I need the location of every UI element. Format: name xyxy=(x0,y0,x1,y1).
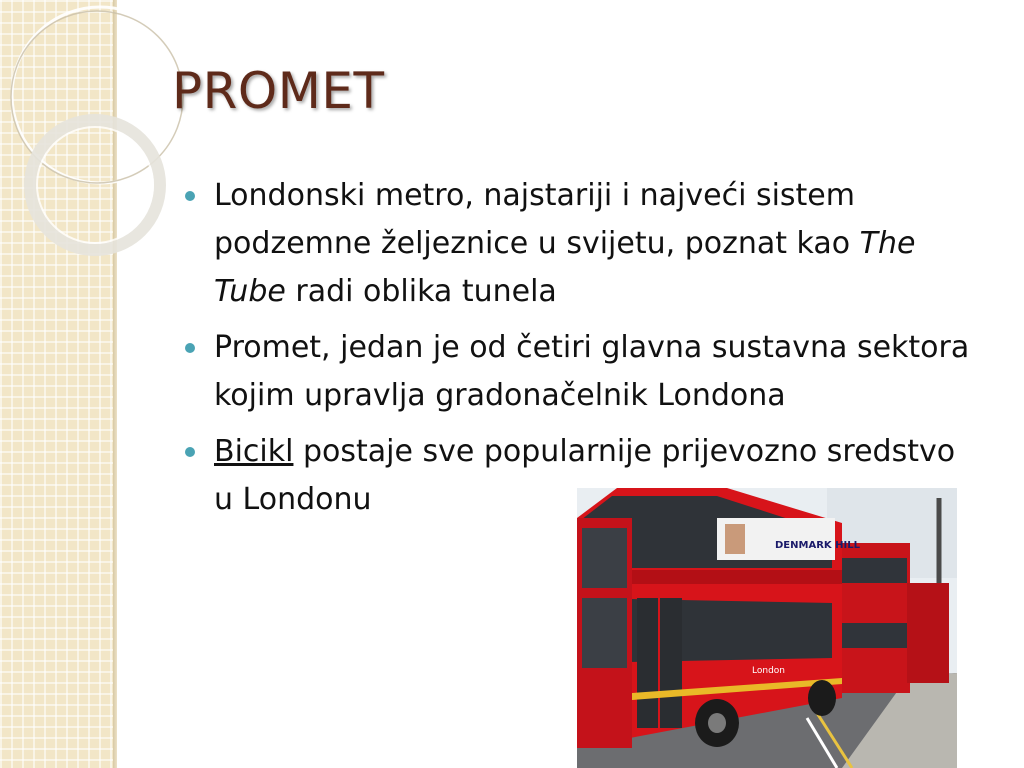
bicikl-link[interactable]: Bicikl xyxy=(214,434,294,469)
bullet-icon xyxy=(185,191,195,201)
bus-destination-sign: DENMARK HILL xyxy=(775,540,860,551)
bullet-emphasis: The Tube xyxy=(214,226,916,309)
slide-title: PROMET xyxy=(172,62,385,120)
bullet-text: radi oblika tunela xyxy=(285,274,557,309)
bullet-text: postaje sve popularnije prijevozno sredstvo u Londonu xyxy=(214,434,956,517)
bullet-icon xyxy=(185,447,195,457)
bus-brand-label: London xyxy=(752,666,785,676)
bullet-item xyxy=(184,172,974,316)
decorative-rings xyxy=(0,0,200,260)
bullet-list xyxy=(184,172,974,532)
bullet-item xyxy=(184,324,974,420)
bullet-text: Londonski metro, najstariji i najveći sistem podzemne željeznice u svijetu, poznat kao xyxy=(214,178,860,261)
london-bus-photo xyxy=(577,488,957,768)
bullet-icon xyxy=(185,343,195,353)
bullet-text: Promet, jedan je od četiri glavna sustavna sektora kojim upravlja gradonačelnik Londona xyxy=(214,330,970,413)
